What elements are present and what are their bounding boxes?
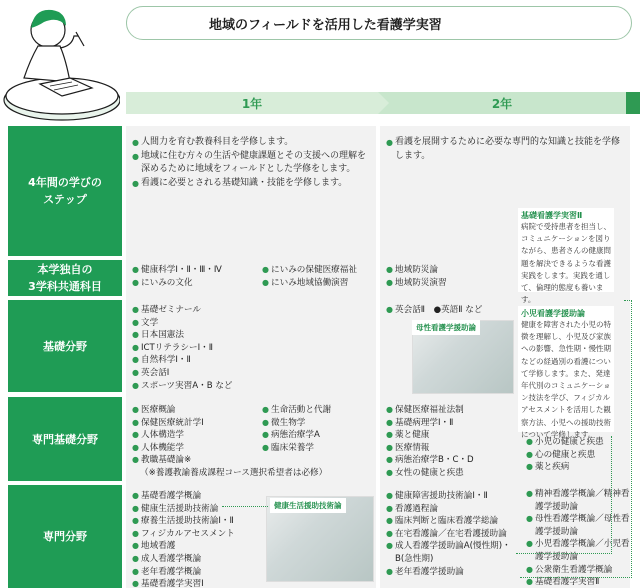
- row-header-prof: 専門分野: [8, 485, 122, 588]
- row-header-common: 本学独自の 3学科共通科目: [8, 260, 122, 296]
- list-item: ● 地域に住む方々の生活や健康課題とその支援への理解を深めるために地域をフィールドとした学修をします。: [132, 150, 372, 177]
- list-item: ● 基礎病理学Ⅰ・Ⅱ: [386, 417, 518, 430]
- common-year2: [386, 264, 506, 289]
- list-item: ● 病態治療学B・C・D: [386, 454, 518, 467]
- teacher-course-note: （※養護教諭養成課程コース選択希望者は必修）: [140, 467, 328, 478]
- prof-basic-year1-b: [262, 404, 374, 454]
- note-pediatric-title: 小児看護学援助論: [521, 309, 585, 318]
- list-item: ● ICTリテラシーⅠ・Ⅱ: [132, 342, 332, 355]
- list-item: ● 老年看護学援助論: [386, 566, 518, 579]
- list-item: ● 基礎看護学実習Ⅱ: [526, 576, 632, 588]
- list-item: ● 健康科学Ⅰ・Ⅱ・Ⅲ・Ⅳ: [132, 264, 252, 277]
- list-item: ● 英会話Ⅰ: [132, 367, 332, 380]
- list-item: ● にいみの文化: [132, 277, 252, 290]
- connector-line: [516, 436, 612, 554]
- list-item: ● 人体機能学: [132, 442, 252, 455]
- list-item: ● 教職基礎論※: [132, 454, 252, 467]
- list-item: ● 基礎ゼミナール: [132, 304, 332, 317]
- list-item: ● 健康生活援助技術論: [132, 503, 264, 516]
- list-item: ● 自然科学Ⅰ・Ⅱ: [132, 354, 332, 367]
- list-item: ● 看護過程論: [386, 503, 518, 516]
- step-year1: [132, 136, 372, 190]
- list-item: ● 薬と疾病: [526, 461, 626, 474]
- list-item: ● 健康障害援助技術論Ⅰ・Ⅱ: [386, 490, 518, 503]
- list-item: ● 心の健康と疾患: [526, 449, 626, 462]
- student-illustration: [0, 0, 120, 122]
- list-item: ● スポーツ実習A・B など: [132, 380, 332, 393]
- list-item: ● 小児の健康と疾患: [526, 436, 626, 449]
- basic-year2: [386, 304, 516, 317]
- list-item: ● 医療概論: [132, 404, 252, 417]
- list-item: ● 保健医療福祉法制: [386, 404, 518, 417]
- list-item: ● 地域防災論: [386, 264, 506, 277]
- list-item: ● 老年看護学概論: [132, 566, 264, 579]
- year-3-header-edge: [626, 92, 640, 114]
- note-pediatric-text: 健康を障害された小児の特徴を理解し、小児及び家族への影響、急性期・慢性期などの経過別の看護について学修します。また、発達年代別のコミュニケーション技法を学び、フィジカルアセスメントを活用した観察方法、小児への援助技術について学修します。: [521, 320, 611, 439]
- list-item: ● 保健医療統計学Ⅰ: [132, 417, 252, 430]
- list-item: ● 精神看護学概論／精神看護学援助論: [526, 488, 632, 513]
- list-item: ● 成人看護学概論: [132, 553, 264, 566]
- health-life-support-photo-tag: 健康生活援助技術論: [270, 498, 346, 513]
- prof-year1: [132, 490, 264, 588]
- list-item: ● 基礎看護学実習Ⅰ: [132, 578, 264, 588]
- list-item: ● 地域防災演習: [386, 277, 506, 290]
- step-year2: [386, 136, 622, 163]
- list-item: ● 文学: [132, 317, 332, 330]
- list-item: ● 生命活動と代謝: [262, 404, 374, 417]
- row-header-prof-basic: 専門基礎分野: [8, 397, 122, 481]
- page-title: 地域のフィールドを活用した看護学実習: [126, 6, 632, 40]
- year-1-header: 1年: [126, 92, 378, 114]
- basic-year1: [132, 304, 332, 392]
- list-item: ● 日本国憲法: [132, 329, 332, 342]
- connector-line: [222, 506, 268, 507]
- list-item: ● 臨床栄養学: [262, 442, 374, 455]
- list-item: ● にいみ地域協働演習: [262, 277, 374, 290]
- year-2-header: 2年: [378, 92, 626, 114]
- list-item: ● フィジカルアセスメント: [132, 528, 264, 541]
- note-practicum-2-text: 病院で受持患者を担当し、コミュニケーションを図りながら、患者さんの健康問題を解決できるような看護実践をします。実践を通して、倫理的態度も養います。: [521, 222, 611, 305]
- prof-basic-year2: [386, 404, 518, 480]
- list-item: ● 公衆衛生看護学概論: [526, 564, 632, 577]
- list-item: ● 基礎看護学概論: [132, 490, 264, 503]
- connector-line: [624, 300, 632, 301]
- list-item: ● 人体構造学: [132, 429, 252, 442]
- list-item: ● 成人看護学援助論A(慢性期)・B(急性期): [386, 540, 518, 565]
- list-item: ● 英会話Ⅱ ●英語Ⅱ など: [386, 304, 516, 317]
- common-year1-b: [262, 264, 374, 289]
- list-item: ● 薬と健康: [386, 429, 518, 442]
- list-item: ● 病態治療学A: [262, 429, 374, 442]
- list-item: ● 人間力を育む教養科目を学修します。: [132, 136, 372, 150]
- maternal-nursing-photo-tag: 母性看護学援助論: [412, 320, 480, 335]
- note-practicum-2-title: 基礎看護学実習Ⅱ: [521, 211, 583, 220]
- list-item: ● にいみの保健医療福祉: [262, 264, 374, 277]
- note-practicum-2: [518, 208, 614, 305]
- prof-year2: [386, 490, 518, 578]
- list-item: ● 在宅看護論／在宅看護援助論: [386, 528, 518, 541]
- list-item: ● 医療情報: [386, 442, 518, 455]
- list-item: ● 臨床判断と臨床看護学総論: [386, 515, 518, 528]
- list-item: ● 看護に必要とされる基礎知識・技能を学修します。: [132, 177, 372, 191]
- row-header-basic: 基礎分野: [8, 300, 122, 392]
- row-header-step: 4年間の学びの ステップ: [8, 126, 122, 256]
- list-item: ● 母性看護学概論／母性看護学援助論: [526, 513, 632, 538]
- common-year1-a: [132, 264, 252, 289]
- list-item: ● 微生物学: [262, 417, 374, 430]
- list-item: ● 地域看護: [132, 540, 264, 553]
- list-item: ● 看護を展開するために必要な専門的な知識と技能を学修します。: [386, 136, 622, 163]
- list-item: ● 療養生活援助技術論Ⅰ・Ⅱ: [132, 515, 264, 528]
- list-item: ● 小児看護学概論／小児看護学援助論: [526, 538, 632, 563]
- list-item: ● 女性の健康と疾患: [386, 467, 518, 480]
